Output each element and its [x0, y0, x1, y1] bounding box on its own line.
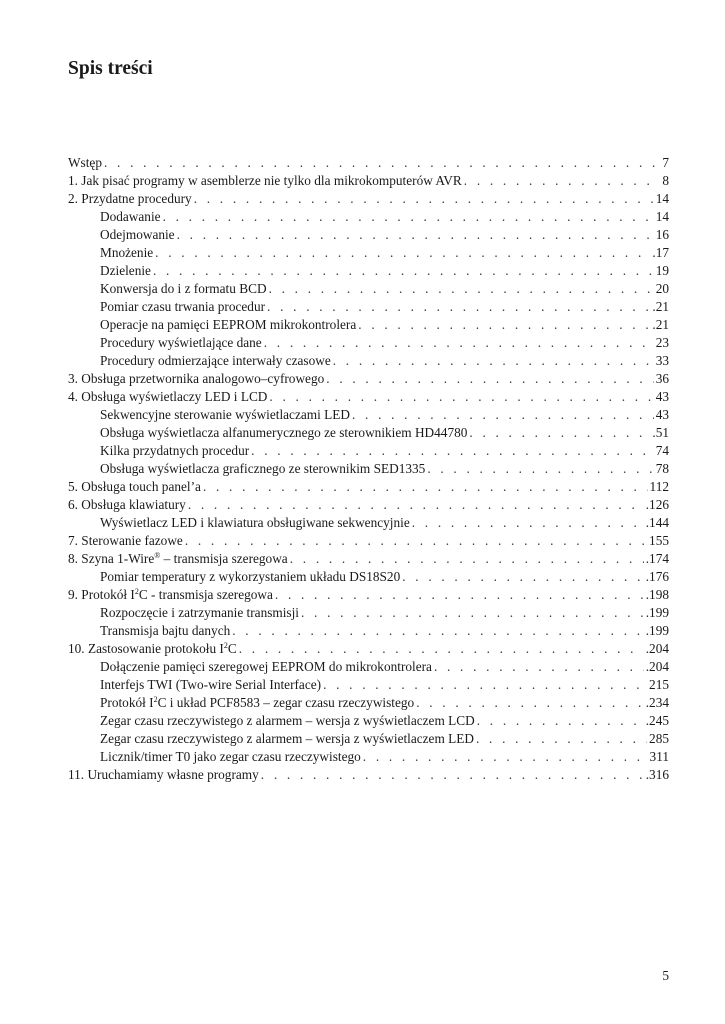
dot-leader [326, 370, 653, 388]
toc-entry-title [100, 352, 331, 370]
toc-entry [68, 640, 669, 658]
dot-leader [267, 298, 650, 316]
toc-entry-page: .234 [645, 695, 669, 710]
toc-entry-page: 43 [655, 407, 669, 422]
table-of-contents [68, 154, 669, 784]
toc-entry [68, 586, 669, 604]
toc-entry-title-text: Wyświetlacz LED i klawiatura obsługiwane sekwencyjnie [100, 515, 410, 530]
toc-entry [68, 262, 669, 280]
toc-entry [68, 604, 669, 622]
toc-entry-page: .198 [645, 587, 669, 602]
toc-entry [68, 622, 669, 640]
toc-entry-page: .144 [645, 515, 669, 530]
dot-leader [185, 532, 647, 550]
toc-entry-title-suffix: – transmisja szeregowa [160, 551, 288, 566]
dot-leader [155, 244, 650, 262]
toc-entry [68, 550, 669, 568]
toc-entry-title [100, 622, 230, 640]
dot-leader [232, 622, 643, 640]
toc-entry-page: 74 [655, 443, 669, 458]
toc-entry-title-text: Wstęp [68, 155, 102, 170]
dot-leader [104, 154, 660, 172]
toc-entry-page: 8 [662, 173, 669, 188]
toc-entry-page: .174 [645, 551, 669, 566]
dot-leader [194, 190, 654, 208]
toc-entry-title [68, 388, 267, 406]
toc-entry-title-text: Pomiar temperatury z wykorzystaniem układu DS18S20 [100, 569, 401, 584]
dot-leader [464, 172, 661, 190]
toc-entry-title-suffix: C - transmisja szeregowa [138, 587, 273, 602]
toc-entry [68, 226, 669, 244]
dot-leader [290, 550, 644, 568]
toc-entry-title-text: 6. Obsługa klawiatury [68, 497, 186, 512]
toc-entry-title [100, 406, 350, 424]
toc-entry-page: .17 [652, 245, 669, 260]
toc-entry-page: .176 [645, 569, 669, 584]
toc-entry-title [68, 496, 186, 514]
toc-entry-title [100, 694, 414, 712]
toc-entry [68, 280, 669, 298]
dot-leader [275, 586, 644, 604]
toc-entry [68, 514, 669, 532]
toc-entry-title-text: Procedury wyświetlające dane [100, 335, 262, 350]
toc-entry-page: .204 [645, 641, 669, 656]
toc-entry-title-text: Operacje na pamięci EEPROM mikrokontrolera [100, 317, 357, 332]
toc-entry-page: 285 [649, 731, 669, 746]
toc-entry-page: .21 [652, 299, 669, 314]
toc-entry-title [100, 658, 432, 676]
toc-entry-title [68, 172, 462, 190]
toc-entry [68, 658, 669, 676]
toc-entry-title-text: 7. Sterowanie fazowe [68, 533, 183, 548]
dot-leader [427, 460, 653, 478]
dot-leader [239, 640, 644, 658]
toc-entry-title-text: Transmisja bajtu danych [100, 623, 231, 638]
toc-entry [68, 748, 669, 766]
toc-entry-title-suffix: C [227, 641, 237, 656]
toc-entry-title [100, 748, 361, 766]
toc-entry-title-text: Mnożenie [100, 245, 154, 260]
toc-entry-page: 7 [662, 155, 669, 170]
toc-entry-title-text: Dodawanie [100, 209, 161, 224]
toc-entry-title-text: Rozpoczęcie i zatrzymanie transmisji [100, 605, 299, 620]
dot-leader [261, 766, 644, 784]
dot-leader [177, 226, 654, 244]
toc-entry-title [100, 280, 267, 298]
toc-entry [68, 316, 669, 334]
toc-entry-title-text: 3. Obsługa przetwornika analogowo–cyfrowego [68, 371, 325, 386]
toc-entry-page: .126 [645, 497, 669, 512]
toc-entry-title-text: Procedury odmierzające interwały czasowe [100, 353, 331, 368]
toc-entry [68, 532, 669, 550]
toc-entry [68, 208, 669, 226]
toc-entry-title-text: 11. Uruchamiamy własne programy [68, 767, 259, 782]
toc-entry-title-text: 1. Jak pisać programy w asemblerze nie tylko dla mikrokomputerów AVR [68, 173, 462, 188]
dot-leader [251, 442, 654, 460]
toc-entry [68, 496, 669, 514]
toc-entry-title [68, 550, 288, 568]
toc-entry-title-text: Obsługa wyświetlacza graficznego ze sterownikim SED1335 [100, 461, 426, 476]
toc-entry-title-text: Protokół I [100, 695, 154, 710]
toc-entry-title [100, 514, 410, 532]
toc-entry-title-text: 10. Zastosowanie protokołu I [68, 641, 224, 656]
toc-entry [68, 568, 669, 586]
dot-leader [203, 478, 648, 496]
toc-entry-title [100, 424, 467, 442]
toc-entry [68, 442, 669, 460]
dot-leader [402, 568, 643, 586]
toc-entry-title [100, 244, 153, 262]
toc-entry-title [100, 226, 175, 244]
toc-entry-title [68, 532, 183, 550]
toc-entry-page: 155 [649, 533, 669, 548]
toc-entry-page: .199 [645, 623, 669, 638]
toc-entry-page: 19 [655, 263, 669, 278]
dot-leader [416, 694, 644, 712]
toc-entry-title-superscript: 2 [153, 695, 158, 704]
toc-entry [68, 406, 669, 424]
toc-entry-title-text: Pomiar czasu trwania procedur [100, 299, 266, 314]
toc-entry-page: 14 [655, 209, 669, 224]
toc-entry-title-text: Sekwencyjne sterowanie wyświetlaczami LED [100, 407, 350, 422]
toc-entry-page: 43 [655, 389, 669, 404]
dot-leader [323, 676, 647, 694]
page-title: Spis treści [68, 58, 153, 79]
toc-entry [68, 424, 669, 442]
toc-entry [68, 766, 669, 784]
toc-entry-title [100, 298, 265, 316]
toc-entry-page: 33 [655, 353, 669, 368]
toc-entry-title [68, 190, 192, 208]
toc-entry-page: .199 [645, 605, 669, 620]
toc-entry-page: .21 [652, 317, 669, 332]
toc-entry-title [100, 568, 400, 586]
toc-entry-title [68, 640, 237, 658]
toc-entry [68, 478, 669, 496]
dot-leader [269, 280, 654, 298]
toc-entry-title [100, 712, 475, 730]
dot-leader [434, 658, 644, 676]
dot-leader [477, 712, 644, 730]
toc-entry [68, 370, 669, 388]
toc-entry-title-text: Licznik/timer T0 jako zegar czasu rzeczywistego [100, 749, 361, 764]
toc-entry [68, 388, 669, 406]
dot-leader [264, 334, 654, 352]
toc-entry [68, 730, 669, 748]
toc-entry-title-text: Kilka przydatnych procedur [100, 443, 250, 458]
toc-entry [68, 712, 669, 730]
toc-entry-title-text: 5. Obsługa touch panel’a [68, 479, 201, 494]
dot-leader [469, 424, 650, 442]
toc-entry-page: .316 [645, 767, 669, 782]
toc-entry-title-suffix: C i układ PCF8583 – zegar czasu rzeczywistego [157, 695, 415, 710]
toc-entry-title-superscript: 2 [223, 641, 228, 650]
toc-entry-title [100, 208, 161, 226]
toc-entry [68, 244, 669, 262]
toc-entry-title [68, 586, 273, 604]
toc-entry-title [100, 334, 262, 352]
toc-entry-title-text: Zegar czasu rzeczywistego z alarmem – wersja z wyświetlaczem LCD [100, 713, 475, 728]
toc-entry-title [68, 370, 324, 388]
toc-entry-title [100, 442, 249, 460]
dot-leader [333, 352, 654, 370]
dot-leader [153, 262, 654, 280]
toc-entry-page: .51 [652, 425, 669, 440]
dot-leader [301, 604, 644, 622]
toc-entry-title-text: Dzielenie [100, 263, 151, 278]
toc-entry-title [68, 154, 102, 172]
dot-leader [163, 208, 654, 226]
toc-entry-title-text: Dołączenie pamięci szeregowej EEPROM do mikrokontrolera [100, 659, 432, 674]
toc-entry-page: 20 [655, 281, 669, 296]
toc-entry [68, 352, 669, 370]
dot-leader [358, 316, 650, 334]
toc-entry-title [100, 262, 151, 280]
toc-entry-title [100, 730, 474, 748]
toc-entry-page: 36 [655, 371, 669, 386]
toc-entry-page: 14 [655, 191, 669, 206]
toc-entry-title [68, 478, 201, 496]
toc-entry-title [100, 676, 321, 694]
toc-entry-title-text: Interfejs TWI (Two-wire Serial Interface) [100, 677, 322, 692]
toc-entry-page: 23 [655, 335, 669, 350]
page-number: 5 [662, 968, 669, 983]
toc-entry-title-text: Konwersja do i z formatu BCD [100, 281, 267, 296]
toc-entry [68, 190, 669, 208]
toc-entry-page: 78 [655, 461, 669, 476]
toc-entry [68, 154, 669, 172]
toc-entry-title [68, 766, 259, 784]
toc-entry-title [100, 460, 425, 478]
toc-entry-title-text: 4. Obsługa wyświetlaczy LED i LCD [68, 389, 268, 404]
toc-entry [68, 298, 669, 316]
toc-entry [68, 676, 669, 694]
dot-leader [352, 406, 654, 424]
toc-entry [68, 460, 669, 478]
toc-entry-page: 311 [649, 749, 669, 764]
toc-entry-title-text: Odejmowanie [100, 227, 175, 242]
dot-leader [476, 730, 647, 748]
dot-leader [412, 514, 644, 532]
dot-leader [188, 496, 644, 514]
toc-entry-title [100, 316, 356, 334]
toc-entry-title-text: Zegar czasu rzeczywistego z alarmem – wersja z wyświetlaczem LED [100, 731, 474, 746]
dot-leader [269, 388, 653, 406]
toc-entry-page: 112 [649, 479, 669, 494]
toc-entry [68, 172, 669, 190]
toc-entry-page: .204 [645, 659, 669, 674]
toc-entry-page: 215 [649, 677, 669, 692]
toc-entry [68, 694, 669, 712]
toc-entry-title-superscript: ® [154, 551, 161, 560]
toc-entry-page: .245 [645, 713, 669, 728]
toc-entry-page: 16 [655, 227, 669, 242]
toc-entry-title-text: 9. Protokół I [68, 587, 135, 602]
toc-entry-title-superscript: 2 [134, 587, 139, 596]
toc-entry-title [100, 604, 299, 622]
toc-entry-title-text: 2. Przydatne procedury [68, 191, 192, 206]
toc-entry-title-text: 8. Szyna 1-Wire [68, 551, 155, 566]
toc-entry-title-text: Obsługa wyświetlacza alfanumerycznego ze sterownikiem HD44780 [100, 425, 468, 440]
dot-leader [363, 748, 648, 766]
toc-entry [68, 334, 669, 352]
